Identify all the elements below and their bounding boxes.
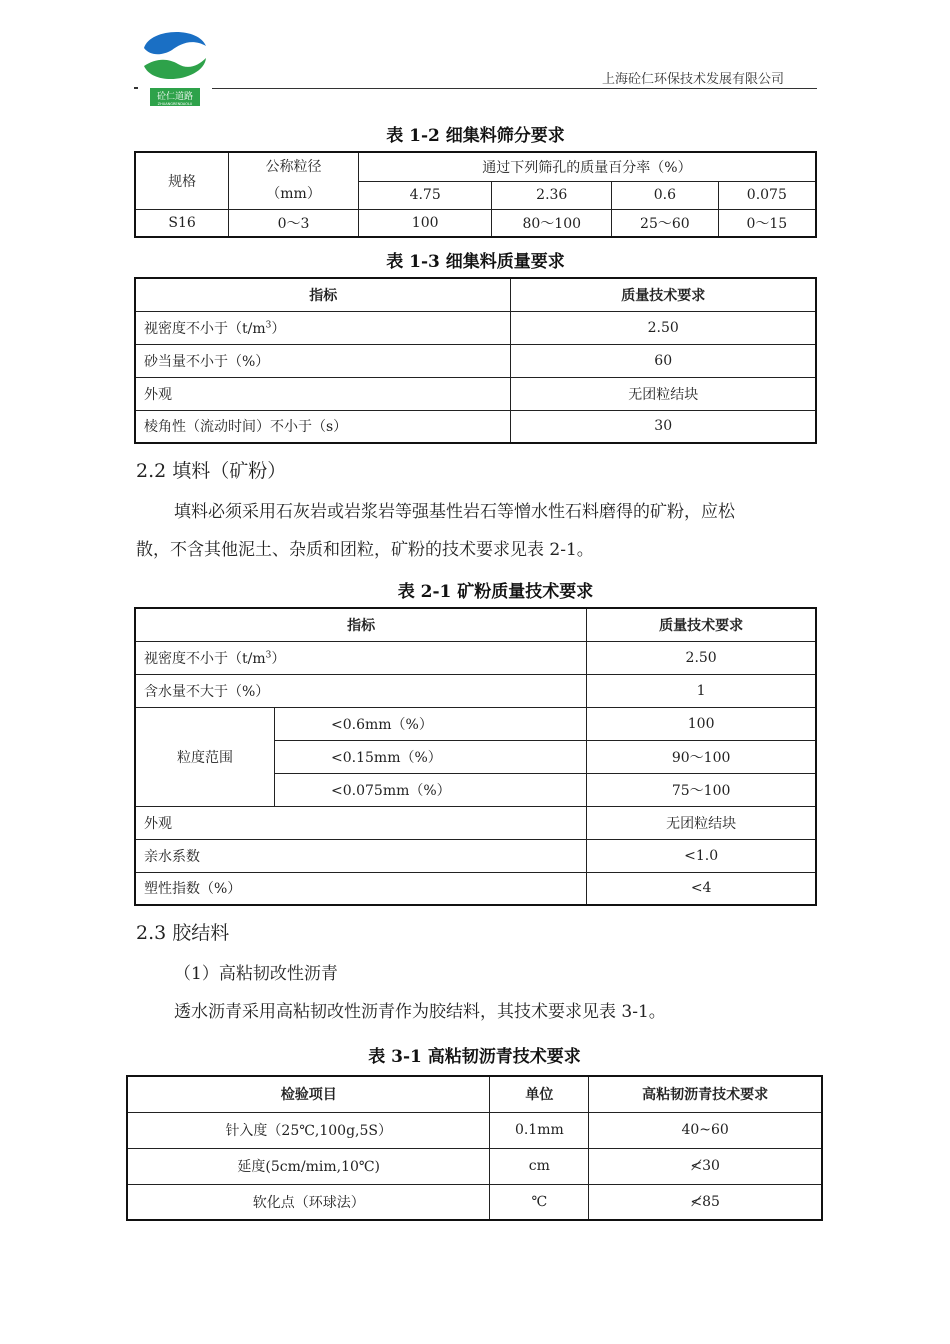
section-2-3-heading: 2.3 胶结料 bbox=[136, 922, 230, 944]
cell: 砂当量不小于（%） bbox=[135, 344, 511, 377]
cell: 含水量不大于（%） bbox=[135, 674, 587, 707]
cell: <0.075mm（%） bbox=[275, 773, 587, 806]
logo-text: 砼仁道路 bbox=[156, 92, 194, 102]
cell: ≮30 bbox=[589, 1148, 822, 1184]
table-3-1-caption: 表 3-1 高粘韧沥青技术要求 bbox=[368, 1047, 581, 1067]
cell: <1.0 bbox=[587, 839, 816, 872]
table-row bbox=[135, 641, 816, 674]
table-row bbox=[135, 344, 816, 377]
table-2-1 bbox=[134, 607, 817, 906]
cell: <4 bbox=[587, 872, 816, 905]
table-row bbox=[135, 377, 816, 410]
table-row bbox=[135, 674, 816, 707]
header-rule bbox=[212, 88, 817, 89]
cell: <0.15mm（%） bbox=[275, 740, 587, 773]
sieve-cell: 4.75 bbox=[358, 181, 492, 209]
cell: 外观 bbox=[135, 377, 511, 410]
cell: 80～100 bbox=[492, 209, 612, 237]
table-row bbox=[135, 806, 816, 839]
cell: ≮85 bbox=[589, 1184, 822, 1220]
cell: 0～3 bbox=[229, 209, 359, 237]
col-size-line1: 公称粒径 bbox=[265, 158, 322, 175]
col-spec: 规格 bbox=[135, 152, 229, 209]
table-1-3 bbox=[134, 277, 817, 444]
section-2-3-sub: （1）高粘韧改性沥青 bbox=[174, 964, 338, 984]
cell bbox=[135, 311, 511, 344]
company-logo bbox=[140, 24, 210, 110]
header-cell: 检验项目 bbox=[127, 1076, 490, 1112]
cell-text: ） bbox=[271, 650, 286, 667]
table-row bbox=[127, 1184, 822, 1220]
header-cell: 质量技术要求 bbox=[511, 278, 816, 311]
range-label: 粒度范围 bbox=[135, 707, 275, 806]
cell: 无团粒结块 bbox=[511, 377, 816, 410]
cell: <0.6mm（%） bbox=[275, 707, 587, 740]
cell: ℃ bbox=[490, 1184, 589, 1220]
table-row bbox=[135, 839, 816, 872]
table-row bbox=[135, 707, 816, 740]
sieve-cell: 0.075 bbox=[718, 181, 816, 209]
table-1-2 bbox=[134, 151, 817, 238]
cell: 1 bbox=[587, 674, 816, 707]
col-size bbox=[229, 152, 359, 209]
cell: 60 bbox=[511, 344, 816, 377]
header-cell: 质量技术要求 bbox=[587, 608, 816, 641]
header-cell: 高粘韧沥青技术要求 bbox=[589, 1076, 822, 1112]
cell: 25～60 bbox=[612, 209, 719, 237]
cell: 75～100 bbox=[587, 773, 816, 806]
cell: 0.1mm bbox=[490, 1112, 589, 1148]
superscript: 3 bbox=[265, 649, 272, 660]
header-cell: 指标 bbox=[135, 278, 511, 311]
cell: 0～15 bbox=[718, 209, 816, 237]
table-row bbox=[135, 410, 816, 443]
cell: 亲水系数 bbox=[135, 839, 587, 872]
cell: 2.50 bbox=[511, 311, 816, 344]
cell: 无团粒结块 bbox=[587, 806, 816, 839]
cell: 30 bbox=[511, 410, 816, 443]
cell: 软化点（环球法） bbox=[127, 1184, 490, 1220]
cell-text: 视密度不小于（t/m bbox=[144, 650, 266, 667]
cell: 棱角性（流动时间）不小于（s） bbox=[135, 410, 511, 443]
table-2-1-caption: 表 2-1 矿粉质量技术要求 bbox=[397, 582, 594, 602]
table-row bbox=[135, 209, 816, 237]
section-2-2-para-line2: 散，不含其他泥土、杂质和团粒，矿粉的技术要求见表 2-1。 bbox=[136, 540, 594, 560]
table-row bbox=[135, 872, 816, 905]
header-cell: 单位 bbox=[490, 1076, 589, 1112]
sieve-cell: 2.36 bbox=[492, 181, 612, 209]
header-cell: 指标 bbox=[135, 608, 587, 641]
cell-text: ） bbox=[271, 320, 286, 337]
cell: 100 bbox=[358, 209, 492, 237]
cell: 塑性指数（%） bbox=[135, 872, 587, 905]
sieve-cell: 0.6 bbox=[612, 181, 719, 209]
cell: S16 bbox=[135, 209, 229, 237]
logo-subtext: ZHUANGRENDAOLU bbox=[157, 102, 193, 106]
section-2-3-para: 透水沥青采用高粘韧改性沥青作为胶结料，其技术要求见表 3-1。 bbox=[174, 1002, 666, 1022]
cell: 40~60 bbox=[589, 1112, 822, 1148]
section-2-2-para-line1: 填料必须采用石灰岩或岩浆岩等强基性岩石等憎水性石料磨得的矿粉，应松 bbox=[174, 502, 735, 522]
cell: 针入度（25℃,100g,5S） bbox=[127, 1112, 490, 1148]
table-row bbox=[135, 311, 816, 344]
cell: 外观 bbox=[135, 806, 587, 839]
cell bbox=[135, 641, 587, 674]
cell-text: 视密度不小于（t/m bbox=[144, 320, 266, 337]
cell: 90～100 bbox=[587, 740, 816, 773]
cell: 100 bbox=[587, 707, 816, 740]
cell: 2.50 bbox=[587, 641, 816, 674]
table-1-3-caption: 表 1-3 细集料质量要求 bbox=[386, 252, 565, 272]
col-pass: 通过下列筛孔的质量百分率（%） bbox=[358, 152, 816, 181]
section-2-2-heading: 2.2 填料（矿粉） bbox=[136, 460, 287, 482]
company-name: 上海砼仁环保技术发展有限公司 bbox=[601, 72, 784, 87]
superscript: 3 bbox=[265, 319, 272, 330]
cell: cm bbox=[490, 1148, 589, 1184]
table-3-1 bbox=[126, 1075, 823, 1221]
header-mark bbox=[134, 87, 138, 89]
table-row bbox=[127, 1112, 822, 1148]
cell: 延度(5cm/mim,10℃) bbox=[127, 1148, 490, 1184]
col-size-line2: （mm） bbox=[266, 185, 321, 202]
table-row bbox=[127, 1148, 822, 1184]
table-1-2-caption: 表 1-2 细集料筛分要求 bbox=[386, 126, 565, 146]
